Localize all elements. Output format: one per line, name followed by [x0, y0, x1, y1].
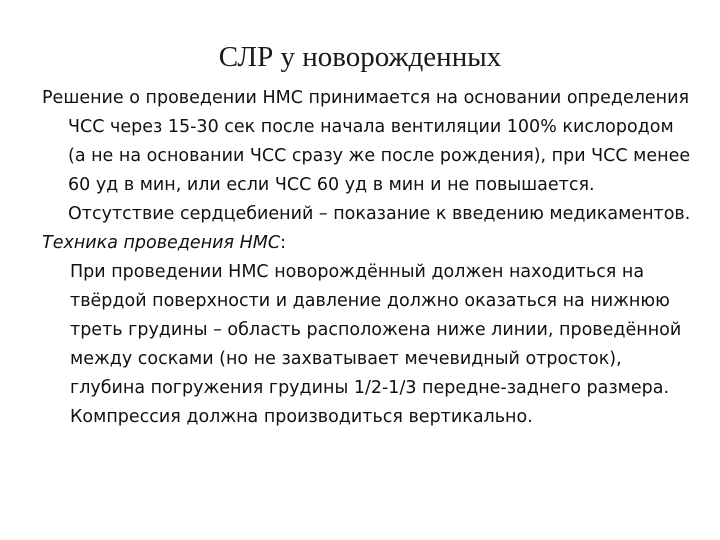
- slide-title: СЛР у новорожденных: [218, 41, 502, 73]
- technique-heading: [42, 229, 692, 258]
- technique-paragraph: При проведении НМС новорождённый должен находиться на твёрдой поверхности и давление должно оказаться на нижнюю треть грудины – область расположена ниже линии, проведённой между сосками (но не захватывает мечевидный отросток), глубина погружения грудины 1/2-1/3 передне-заднего размера. Компрессия должна производиться вертикально.: [70, 262, 682, 427]
- slide-content: [42, 84, 692, 432]
- decision-paragraph: Решение о проведении НМС принимается на основании определения ЧСС через 15-30 сек после начала вентиляции 100% кислородом (а не на основании ЧСС сразу же после рождения), при ЧСС менее 60 уд в мин, или если ЧСС 60 уд в мин и не повышается. Отсутствие сердцебиений – показание к введению медикаментов.: [42, 88, 691, 224]
- technique-heading-colon: :: [280, 233, 286, 253]
- technique-heading-text: Техника проведения НМС: [42, 233, 281, 253]
